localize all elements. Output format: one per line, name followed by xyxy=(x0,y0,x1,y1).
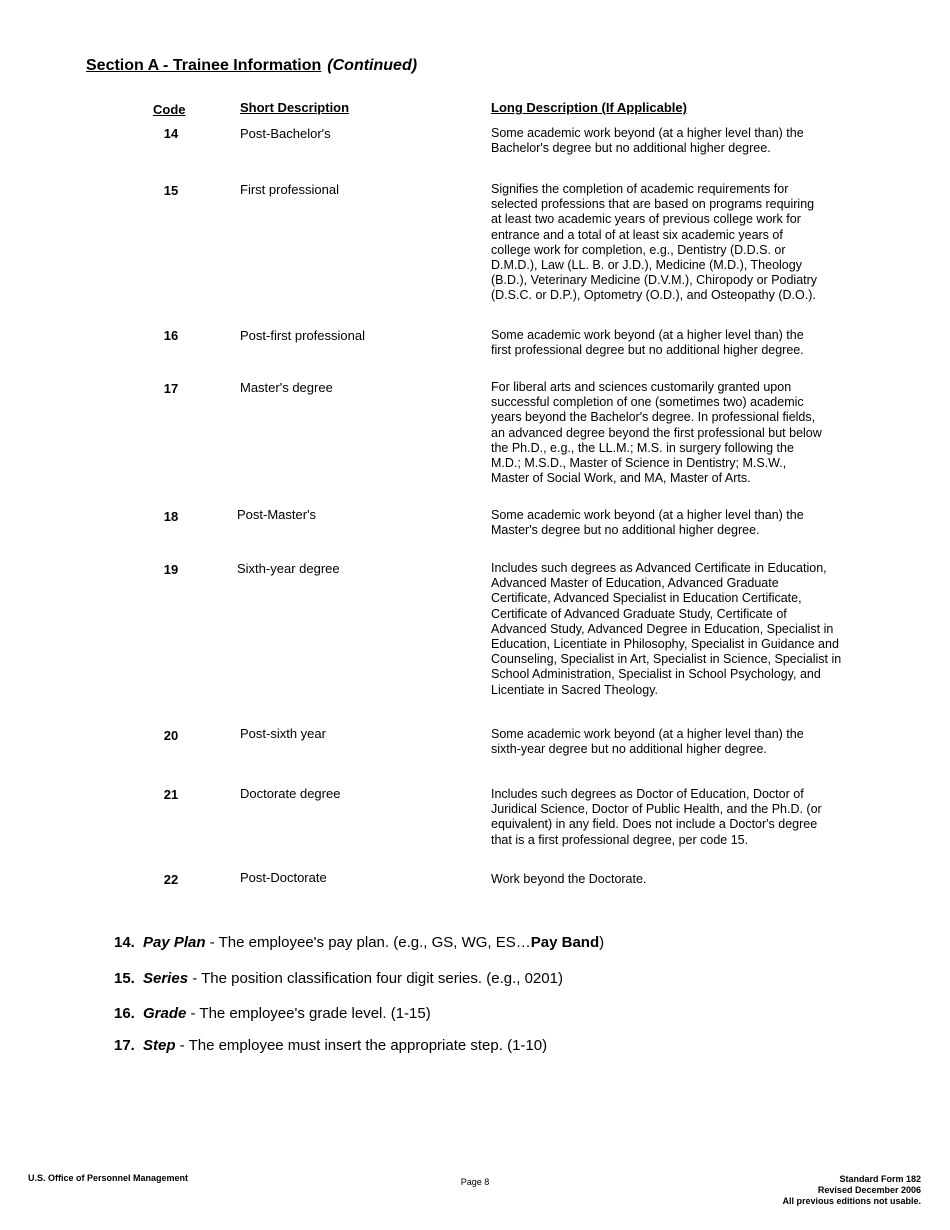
row-long-description: Includes such degrees as Doctor of Education, Doctor of Juridical Science, Doctor of Public Health, and the Ph.D. (or equivalent) in any field. Does not include a Doctor's degree that is a first professional degree, per code 15. xyxy=(491,787,822,847)
section-title xyxy=(86,57,417,75)
row-short-description: Sixth-year degree xyxy=(237,561,340,576)
row-short-description: Master's degree xyxy=(240,380,333,395)
row-short-description: Post-first professional xyxy=(240,328,365,343)
row-code: 19 xyxy=(163,562,179,577)
item-series: 15. Series - The position classification four digit series. (e.g., 0201) xyxy=(114,970,563,987)
row-code: 15 xyxy=(163,183,179,198)
row-short-description: Post-Master's xyxy=(237,507,317,522)
row-long-description: Includes such degrees as Advanced Certificate in Education, Advanced Master of Education, Advanced Graduate Certificate, Advanced Specialist in Education Certificate, Certificate of Advanced Graduate Study, Certificate of Advanced Study, Advanced Degree in Education, Specialist in Education, Licentiate in Philosophy, Specialist in Guidance and Counseling, Specialist in Art, Specialist in Science, Specialist in School Administration, Specialist in School Psychology, and Licentiate in Sacred Theology. xyxy=(491,561,842,697)
header-short-description: Short Description xyxy=(240,100,350,115)
row-code: 16 xyxy=(163,328,179,343)
row-long-description: Signifies the completion of academic requirements for selected professions that are based on programs requiring at least two academic years of previous college work for entrance and a total of at least six academic years of college work for completion, e.g., Dentistry (D.D.S. or D.M.D.), Law (LL. B. or J.D.), Medicine (M.D.), Theology (B.D.), Veterinary Medicine (D.V.M.), Chiropody or Podiatry (D.S.C. or D.P.), Optometry (O.D.), and Osteopathy (D.O.). xyxy=(491,182,818,303)
header-long-description: Long Description (If Applicable) xyxy=(491,100,687,115)
row-short-description: First professional xyxy=(240,182,339,197)
row-long-description: Some academic work beyond (at a higher level than) the Bachelor's degree but no additional higher degree. xyxy=(491,126,804,156)
section-continued: (Continued) xyxy=(327,57,418,74)
row-short-description: Post-sixth year xyxy=(240,726,326,741)
row-long-description: Work beyond the Doctorate. xyxy=(491,872,647,886)
row-short-description: Doctorate degree xyxy=(240,786,341,801)
row-long-description: Some academic work beyond (at a higher level than) the first professional degree but no additional higher degree. xyxy=(491,328,804,358)
item-step: 17. Step - The employee must insert the appropriate step. (1-10) xyxy=(114,1037,548,1054)
row-code: 14 xyxy=(163,126,179,141)
row-code: 18 xyxy=(163,509,179,524)
row-long-description: For liberal arts and sciences customarily granted upon successful completion of one (sometimes two) academic years beyond the Bachelor's degree. In professional fields, an advanced degree beyond the first professional but below the Ph.D., e.g., the LL.M.; M.S. in surgery following the M.D.; M.S.D., Master of Science in Dentistry; M.S.W., Master of Social Work, and MA, Master of Arts. xyxy=(491,380,822,486)
footer-agency: U.S. Office of Personnel Management xyxy=(28,1173,189,1183)
row-long-description: Some academic work beyond (at a higher level than) the sixth-year degree but no additional higher degree. xyxy=(491,727,804,757)
item-grade: 16. Grade - The employee's grade level. (1-15) xyxy=(114,1005,431,1022)
row-code: 22 xyxy=(163,872,179,887)
row-short-description: Post-Bachelor's xyxy=(240,126,331,141)
row-code: 17 xyxy=(163,381,179,396)
footer-form-info: Standard Form 182 Revised December 2006 All previous editions not usable. xyxy=(782,1174,921,1206)
item-pay-plan: 14. Pay Plan - The employee's pay plan. (e.g., GS, WG, ES…Pay Band) xyxy=(114,934,605,951)
row-code: 20 xyxy=(163,728,179,743)
row-code: 21 xyxy=(163,787,179,802)
row-short-description: Post-Doctorate xyxy=(240,870,327,885)
section-title-text: Section A - Trainee Information xyxy=(86,57,322,74)
row-long-description: Some academic work beyond (at a higher level than) the Master's degree but no additional higher degree. xyxy=(491,508,804,538)
page-number: Page 8 xyxy=(460,1177,490,1187)
header-code: Code xyxy=(153,102,186,117)
